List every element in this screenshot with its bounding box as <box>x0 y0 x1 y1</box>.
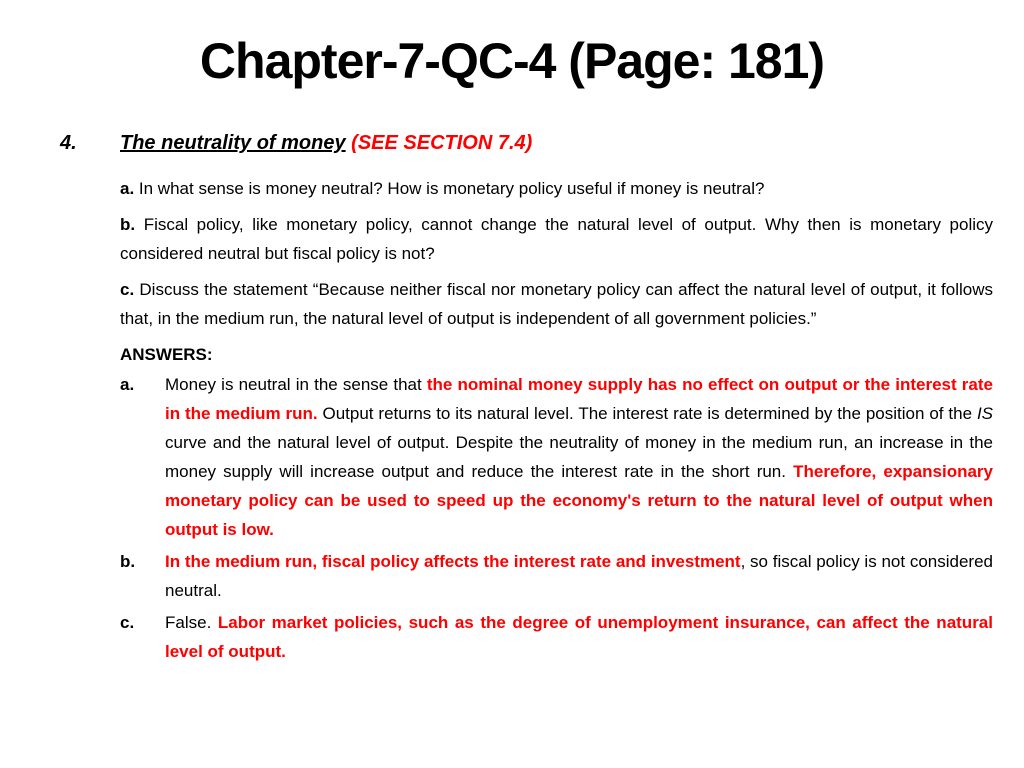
part-text: Discuss the statement “Because neither fiscal nor monetary policy can affect the natural level of output, it follows that, in the medium run, the natural level of output is independent of all government policies.” <box>120 280 993 328</box>
part-letter: a. <box>120 179 135 198</box>
slide-title: Chapter-7-QC-4 (Page: 181) <box>199 33 825 89</box>
answer-highlight: the nominal money supply has no effect on output or the interest rate in the medium run. <box>165 375 993 423</box>
part-letter: b. <box>120 215 136 234</box>
section-reference: (SEE SECTION 7.4) <box>351 132 533 154</box>
answer-text: Money is neutral in the sense that <box>165 375 427 394</box>
question-number: 4. <box>60 132 77 154</box>
answer-letter: a. <box>120 375 135 394</box>
answer-text: , so fiscal policy is not considered neutral. <box>165 552 994 600</box>
part-text: Fiscal policy, like monetary policy, cannot change the natural level of output. Why then is monetary policy considered neutral but fiscal policy is not? <box>120 215 993 263</box>
answer-c <box>120 608 993 666</box>
answer-letter: c. <box>120 613 135 632</box>
answer-highlight: Labor market policies, such as the degree of unemployment insurance, can affect the natural level of output. <box>165 613 993 661</box>
answer-b <box>120 547 993 605</box>
question-topic: The neutrality of money <box>120 132 346 154</box>
answer-italic-term: IS <box>976 404 993 423</box>
question-part-a <box>120 174 993 203</box>
answer-highlight: Therefore, expansionary monetary policy can be used to speed up the economy's return to the natural level of output when output is low. <box>165 462 993 539</box>
question-heading <box>60 128 532 158</box>
part-text: In what sense is money neutral? How is monetary policy useful if money is neutral? <box>134 179 765 198</box>
answer-a <box>120 370 993 544</box>
answer-text: curve and the natural level of output. Despite the neutrality of money in the medium run, an increase in the money supply will increase output and reduce the interest rate in the short run. <box>165 433 993 481</box>
answer-text: False. <box>165 613 218 632</box>
answer-text: Output returns to its natural level. The interest rate is determined by the position of the <box>317 404 977 423</box>
question-part-c <box>120 275 993 333</box>
answers-label: ANSWERS: <box>120 345 213 364</box>
answer-highlight: In the medium run, fiscal policy affects the interest rate and investment <box>165 552 741 571</box>
question-part-b <box>120 210 993 268</box>
content-body <box>120 174 993 669</box>
part-letter: c. <box>120 280 135 299</box>
answer-letter: b. <box>120 552 136 571</box>
